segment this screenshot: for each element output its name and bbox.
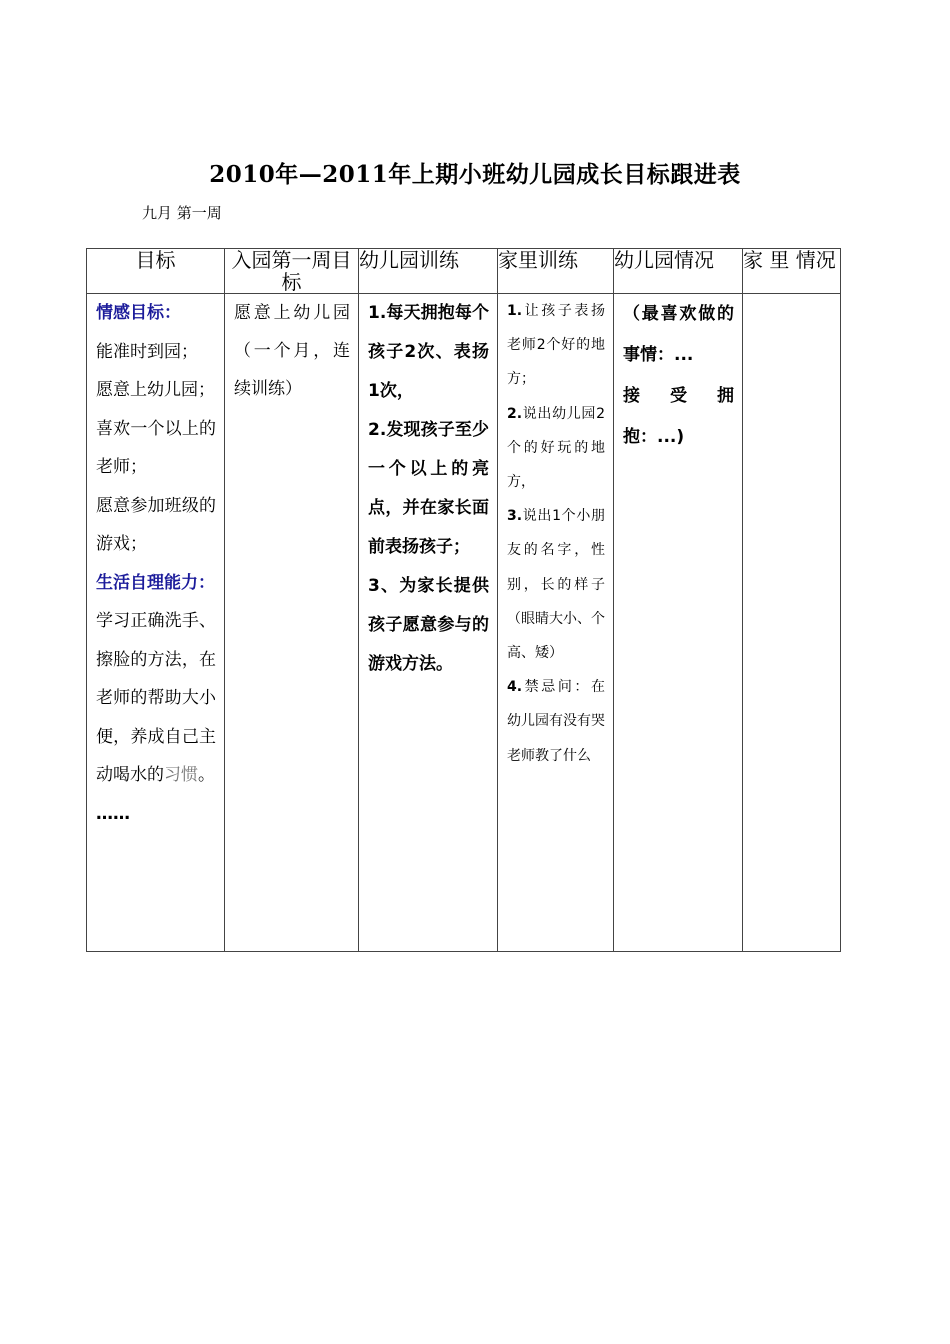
training-item: 2.发现孩子至少一个以上的亮点，并在家长面前表扬孩子； — [368, 420, 489, 557]
goal-item: 能准时到园； — [96, 341, 198, 362]
goals-cell — [87, 294, 225, 952]
emotional-goals-heading: 情感目标： — [96, 303, 181, 323]
self-care-text-end: 。 — [198, 765, 215, 785]
training-item: 3、为家长提供孩子愿意参与的游戏方法。 — [368, 576, 489, 674]
document-title: 2010年—2011年上期小班幼儿园成长目标跟进表 — [209, 161, 741, 188]
self-care-heading: 生活自理能力： — [96, 572, 215, 593]
habit-highlight: 习惯 — [164, 765, 198, 785]
status-item: （最喜欢做的事情：... — [623, 304, 734, 365]
home-item: 3.说出1个小朋友的名字，性别，长的样子（眼睛大小、个高、矮） — [507, 508, 605, 662]
home-item: 1.让孩子表扬老师2个好的地方； — [507, 303, 605, 388]
goal-item: 喜欢一个以上的老师； — [96, 418, 216, 477]
header-home-status: 家 里 情况 — [743, 249, 841, 294]
home-item: 4.禁忌问：在幼儿园有没有哭 — [507, 679, 605, 730]
home-item: 老师教了什么 — [507, 747, 591, 764]
week1-goal-text: 愿意上幼儿园（一个月，连续训练） — [234, 303, 350, 399]
week1-goal-cell — [225, 294, 359, 952]
header-kindergarten-status: 幼儿园情况 — [614, 249, 743, 294]
training-item: 1.每天拥抱每个孩子2次、表扬1次， — [368, 303, 489, 401]
header-week1-goal: 入园第一周目标 — [225, 249, 359, 294]
ellipsis: …… — [96, 803, 130, 824]
growth-goal-table — [86, 248, 841, 952]
home-item: 2.说出幼儿园2个的好玩的地方， — [507, 405, 605, 491]
self-care-text: 学习正确洗手、擦脸的方法，在老师的帮助大小便，养成自己主动喝水的 — [96, 611, 216, 785]
header-kindergarten-training: 幼儿园训练 — [359, 249, 498, 294]
kindergarten-status-cell — [614, 294, 743, 952]
table-row — [87, 294, 841, 952]
home-status-cell — [743, 294, 841, 952]
status-item: 接受拥抱：...) — [623, 386, 734, 447]
table-header-row — [87, 249, 841, 294]
goal-item: 愿意参加班级的游戏； — [96, 495, 216, 554]
kindergarten-training-cell — [359, 294, 498, 952]
home-training-cell — [498, 294, 614, 952]
document-subtitle: 九月 第一周 — [142, 204, 222, 222]
goal-item: 愿意上幼儿园； — [96, 380, 215, 400]
header-goals: 目标 — [87, 249, 225, 294]
header-home-training: 家里训练 — [498, 249, 614, 294]
